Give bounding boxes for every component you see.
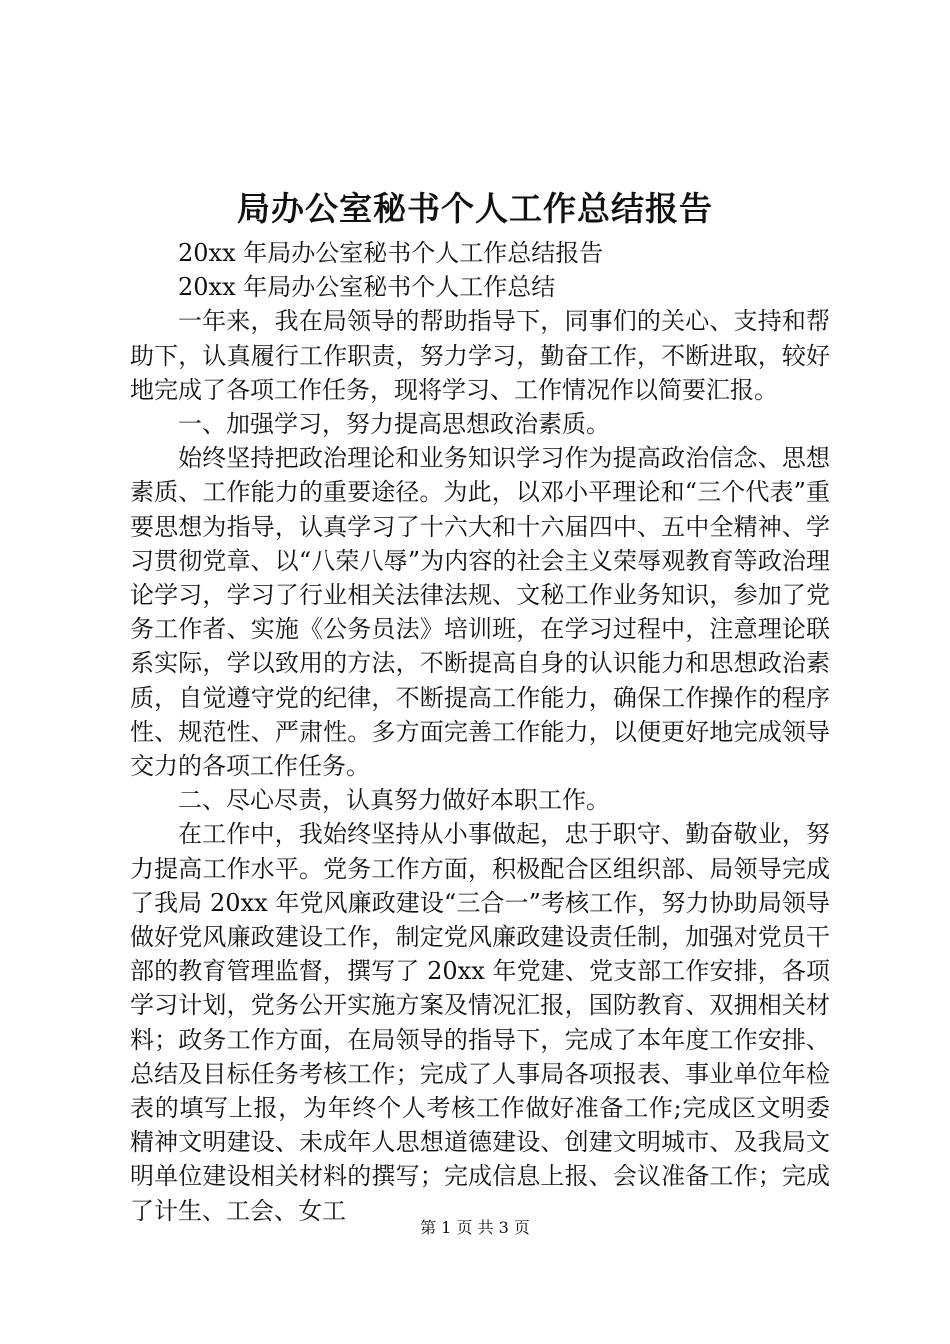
document-body — [130, 236, 830, 1228]
paragraph-section-2: 在工作中，我始终坚持从小事做起，忠于职守、勤奋敬业，努力提高工作水平。党务工作方面，积极配合区组织部、局领导完成了我局 20xx 年党风廉政建设“三合一”考核工作，努力协助局领导做好党风廉政建设工作，制定党风廉政建设责任制，加强对党员干部的教育管理监督，撰写了 20xx 年党建、党支部工作安排，各项学习计划，党务公开实施方案及情况汇报，国防教育、双拥相关材料；政务工作方面，在局领导的指导下，完成了本年度工作安排、总结及目标任务考核工作；完成了人事局各项报表、事业单位年检表的填写上报，为年终个人考核工作做好准备工作;完成区文明委精神文明建设、未成年人思想道德建设、创建文明城市、及我局文明单位建设相关材料的撰写；完成信息上报、会议准备工作；完成了计生、工会、女工 — [130, 820, 830, 1225]
subtitle-line: 20xx 年局办公室秘书个人工作总结 — [178, 273, 556, 302]
section-heading-2: 二、尽心尽责，认真努力做好本职工作。 — [178, 786, 610, 815]
subtitle-line: 20xx 年局办公室秘书个人工作总结报告 — [178, 239, 604, 267]
document-title: 局办公室秘书个人工作总结报告 — [237, 189, 713, 228]
page-footer: 第 1 页 共 3 页 — [420, 1218, 530, 1237]
section-heading-1: 一、加强学习，努力提高思想政治素质。 — [178, 410, 610, 439]
paragraph-intro: 一年来，我在局领导的帮助指导下，同事们的关心、支持和帮助下，认真履行工作职责，努力学习，勤奋工作，不断进取，较好地完成了各项工作任务，现将学习、工作情况作以简要汇报。 — [130, 307, 830, 404]
paragraph-section-1: 始终坚持把政治理论和业务知识学习作为提高政治信念、思想素质、工作能力的重要途径。为此，以邓小平理论和“三个代表”重要思想为指导，认真学习了十六大和十六届四中、五中全精神、学习贯彻党章、以“八荣八辱”为内容的社会主义荣辱观教育等政治理论学习，学习了行业相关法律法规、文秘工作业务知识，参加了党务工作者、实施《公务员法》培训班，在学习过程中，注意理论联系实际，学以致用的方法，不断提高自身的认识能力和思想政治素质，自觉遵守党的纪律，不断提高工作能力，确保工作操作的程序性、规范性、严肃性。多方面完善工作能力，以便更好地完成领导交力的各项工作任务。 — [130, 444, 830, 781]
